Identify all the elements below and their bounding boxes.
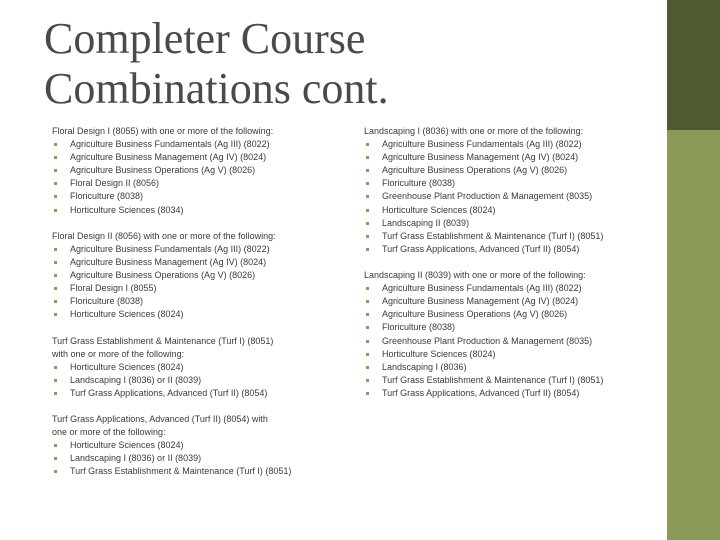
course-list	[52, 243, 352, 322]
course-item: Floriculture (8038)	[364, 177, 664, 190]
group-heading: Landscaping I (8036) with one or more of the following:	[364, 126, 584, 136]
group-heading: Landscaping II (8039) with one or more of the following:	[364, 270, 586, 281]
group-heading: Turf Grass Establishment & Maintenance (Turf I) (8051)	[52, 335, 274, 346]
course-item: Floriculture (8038)	[52, 190, 352, 203]
course-group	[52, 413, 352, 478]
course-item: Agriculture Business Operations (Ag V) (8026)	[52, 164, 352, 177]
course-item: Agriculture Business Fundamentals (Ag III) (8022)	[364, 282, 664, 295]
course-item: Turf Grass Establishment & Maintenance (Turf I) (8051)	[364, 230, 664, 243]
course-item: Agriculture Business Management (Ag IV) (8024)	[364, 295, 664, 308]
course-item: Turf Grass Applications, Advanced (Turf II) (8054)	[364, 387, 664, 400]
course-item: Floral Design I (8055)	[52, 282, 352, 295]
slide-title-line: Combinations cont.	[44, 64, 389, 113]
course-item: Landscaping I (8036) or II (8039)	[52, 452, 352, 465]
course-list	[52, 361, 352, 400]
slide-title-line: Completer Course	[44, 14, 366, 63]
side-band-light	[667, 130, 720, 540]
course-item: Horticulture Sciences (8034)	[52, 204, 352, 217]
course-item: Greenhouse Plant Production & Management (8035)	[364, 190, 664, 203]
group-heading: with one or more of the following:	[52, 348, 185, 359]
course-item: Horticulture Sciences (8024)	[52, 361, 352, 374]
course-item: Agriculture Business Fundamentals (Ag III) (8022)	[52, 138, 352, 151]
group-heading: Floral Design I (8055) with one or more of the following:	[52, 126, 274, 136]
course-item: Agriculture Business Operations (Ag V) (8026)	[364, 308, 664, 321]
course-group	[52, 335, 352, 400]
course-item: Turf Grass Establishment & Maintenance (Turf I) (8051)	[364, 374, 664, 387]
course-item: Landscaping I (8036)	[364, 361, 664, 374]
group-heading: Floral Design II (8056) with one or more of the following:	[52, 230, 276, 241]
left-column	[52, 125, 352, 492]
course-group	[52, 230, 352, 322]
course-group	[364, 269, 664, 400]
group-heading: one or more of the following:	[52, 427, 166, 438]
course-list	[364, 138, 664, 256]
course-item: Floriculture (8038)	[52, 295, 352, 308]
course-item: Horticulture Sciences (8024)	[364, 348, 664, 361]
course-group	[52, 125, 352, 217]
course-item: Agriculture Business Operations (Ag V) (8026)	[364, 164, 664, 177]
course-item: Agriculture Business Operations (Ag V) (8026)	[52, 269, 352, 282]
course-item: Horticulture Sciences (8024)	[52, 308, 352, 321]
course-item: Floriculture (8038)	[364, 321, 664, 334]
course-item: Turf Grass Applications, Advanced (Turf II) (8054)	[364, 243, 664, 256]
course-item: Agriculture Business Management (Ag IV) (8024)	[52, 256, 352, 269]
course-list	[52, 439, 352, 478]
course-list	[364, 282, 664, 400]
course-item: Agriculture Business Management (Ag IV) (8024)	[364, 151, 664, 164]
course-item: Turf Grass Applications, Advanced (Turf II) (8054)	[52, 387, 352, 400]
course-item: Greenhouse Plant Production & Management (8035)	[364, 335, 664, 348]
course-item: Floral Design II (8056)	[52, 177, 352, 190]
course-list	[52, 138, 352, 217]
course-item: Agriculture Business Management (Ag IV) (8024)	[52, 151, 352, 164]
slide-title	[44, 14, 644, 114]
course-item: Horticulture Sciences (8024)	[364, 204, 664, 217]
group-heading: Turf Grass Applications, Advanced (Turf II) (8054) with	[52, 414, 268, 425]
course-group	[364, 125, 664, 256]
course-item: Landscaping I (8036) or II (8039)	[52, 374, 352, 387]
right-column	[364, 125, 664, 413]
course-item: Agriculture Business Fundamentals (Ag III) (8022)	[52, 243, 352, 256]
course-item: Horticulture Sciences (8024)	[52, 439, 352, 452]
course-item: Landscaping II (8039)	[364, 217, 664, 230]
course-item: Turf Grass Establishment & Maintenance (Turf I) (8051)	[52, 465, 352, 478]
course-item: Agriculture Business Fundamentals (Ag III) (8022)	[364, 138, 664, 151]
